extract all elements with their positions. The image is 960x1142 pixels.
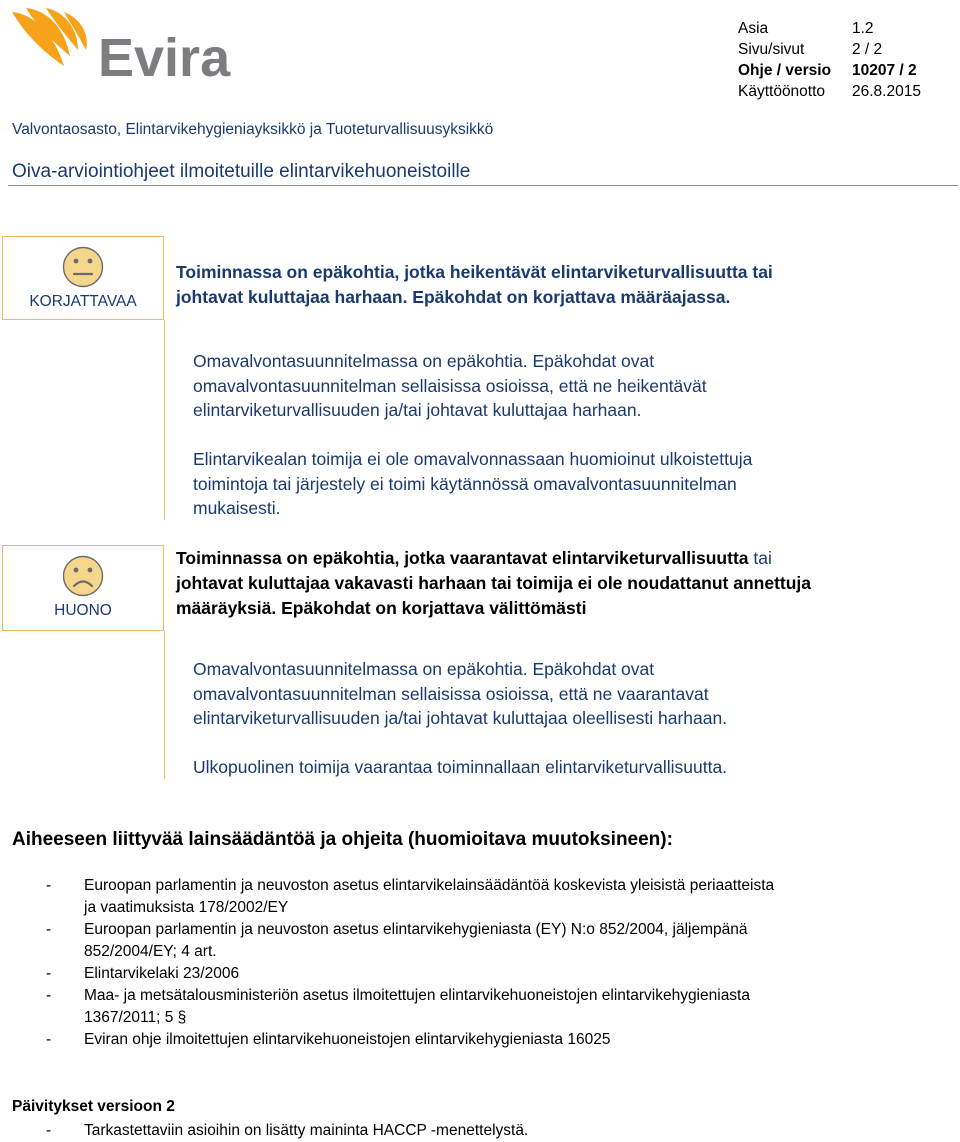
meta-row-effective: Käyttöönotto 26.8.2015 (738, 83, 921, 100)
evira-leaf-icon (12, 8, 87, 66)
updates-heading: Päivitykset versioon 2 (12, 1098, 175, 1115)
rating-lead-text: Toiminnassa on epäkohtia, jotka heikentävät elintarviketurvallisuutta tai johtavat kuluttajaa harhaan. Epäkohdat on korjattava määräajassa. (176, 262, 773, 307)
header-divider (8, 185, 958, 186)
document-meta (738, 18, 921, 102)
neutral-face-icon (61, 245, 105, 289)
updates-list (12, 1120, 942, 1142)
rating-box-huono (2, 545, 164, 631)
meta-row-subject: Asia 1.2 (738, 20, 874, 37)
rating-box-korjattavaa (2, 236, 164, 320)
evira-logo (6, 4, 256, 82)
rating-paragraph: Omavalvontasuunnitelmassa on epäkohtia. Epäkohdat ovat omavalvontasuunnitelman sellaisissa osioissa, että ne vaarantavat elintarviketurvallisuuden ja/tai johtavat kuluttajaa oleellisesti harhaan. (193, 659, 728, 729)
meta-row-pages: Sivu/sivut 2 / 2 (738, 41, 883, 58)
rating-paragraph: Omavalvontasuunnitelmassa on epäkohtia. Epäkohdat ovat omavalvontasuunnitelman sellaisissa osioissa, että ne heikentävät elintarviketurvallisuuden ja/tai johtavat kuluttajaa harhaan. (193, 351, 707, 421)
department-line: Valvontaosasto, Elintarvikehygieniayksikkö ja Tuoteturvallisuusyksikkö (12, 121, 494, 138)
legislation-list (12, 875, 942, 1051)
document-title: Oiva-arviointiohjeet ilmoitetuille elintarvikehuoneistoille (12, 161, 471, 182)
list-item: - Tarkastettaviin asioihin on lisätty maininta HACCP -menettelystä. (46, 1122, 529, 1139)
legislation-heading: Aiheeseen liittyvää lainsäädäntöä ja ohjeita (huomioitava muutoksineen): (12, 829, 673, 850)
list-item: - Euroopan parlamentin ja neuvoston asetus elintarvikehygieniasta (EY) N:o 852/2004, jäljempänä 852/2004/EY; 4 art. (46, 921, 748, 960)
sad-face-icon (61, 554, 105, 598)
rating-divider (164, 631, 165, 779)
list-item: - Maa- ja metsätalousministeriön asetus ilmoitettujen elintarvikehuoneistojen elintarvikehygieniasta 1367/2011; 5 § (46, 987, 750, 1026)
rating-divider (164, 320, 165, 520)
list-item: - Eviran ohje ilmoitettujen elintarvikehuoneistojen elintarvikehygieniasta 16025 (46, 1031, 611, 1048)
rating-paragraph: Ulkopuolinen toimija vaarantaa toiminnallaan elintarviketurvallisuutta. (193, 757, 728, 777)
meta-row-version: Ohje / versio 10207 / 2 (738, 62, 917, 79)
rating-lead-text: Toiminnassa on epäkohtia, jotka vaarantavat elintarviketurvallisuutta tai johtavat kuluttajaa vakavasti harhaan tai toimija ei ole noudattanut annettuja määräyksiä. Epäkohdat on korjattava välittömästi (176, 548, 812, 618)
list-item: - Elintarvikelaki 23/2006 (46, 965, 240, 982)
rating-paragraph: Elintarvikealan toimija ei ole omavalvonnassaan huomioinut ulkoistettuja toimintoja tai järjestely ei toimi käytännössä omavalvontasuunnitelman mukaisesti. (193, 449, 753, 519)
rating-label: KORJATTAVAA (29, 293, 137, 310)
evira-logo-text: Evira (98, 28, 231, 82)
list-item: - Euroopan parlamentin ja neuvoston asetus elintarvikelainsäädäntöä koskevista yleisistä periaatteista ja vaatimuksista 178/2002/EY (46, 877, 775, 916)
rating-label: HUONO (54, 602, 112, 619)
